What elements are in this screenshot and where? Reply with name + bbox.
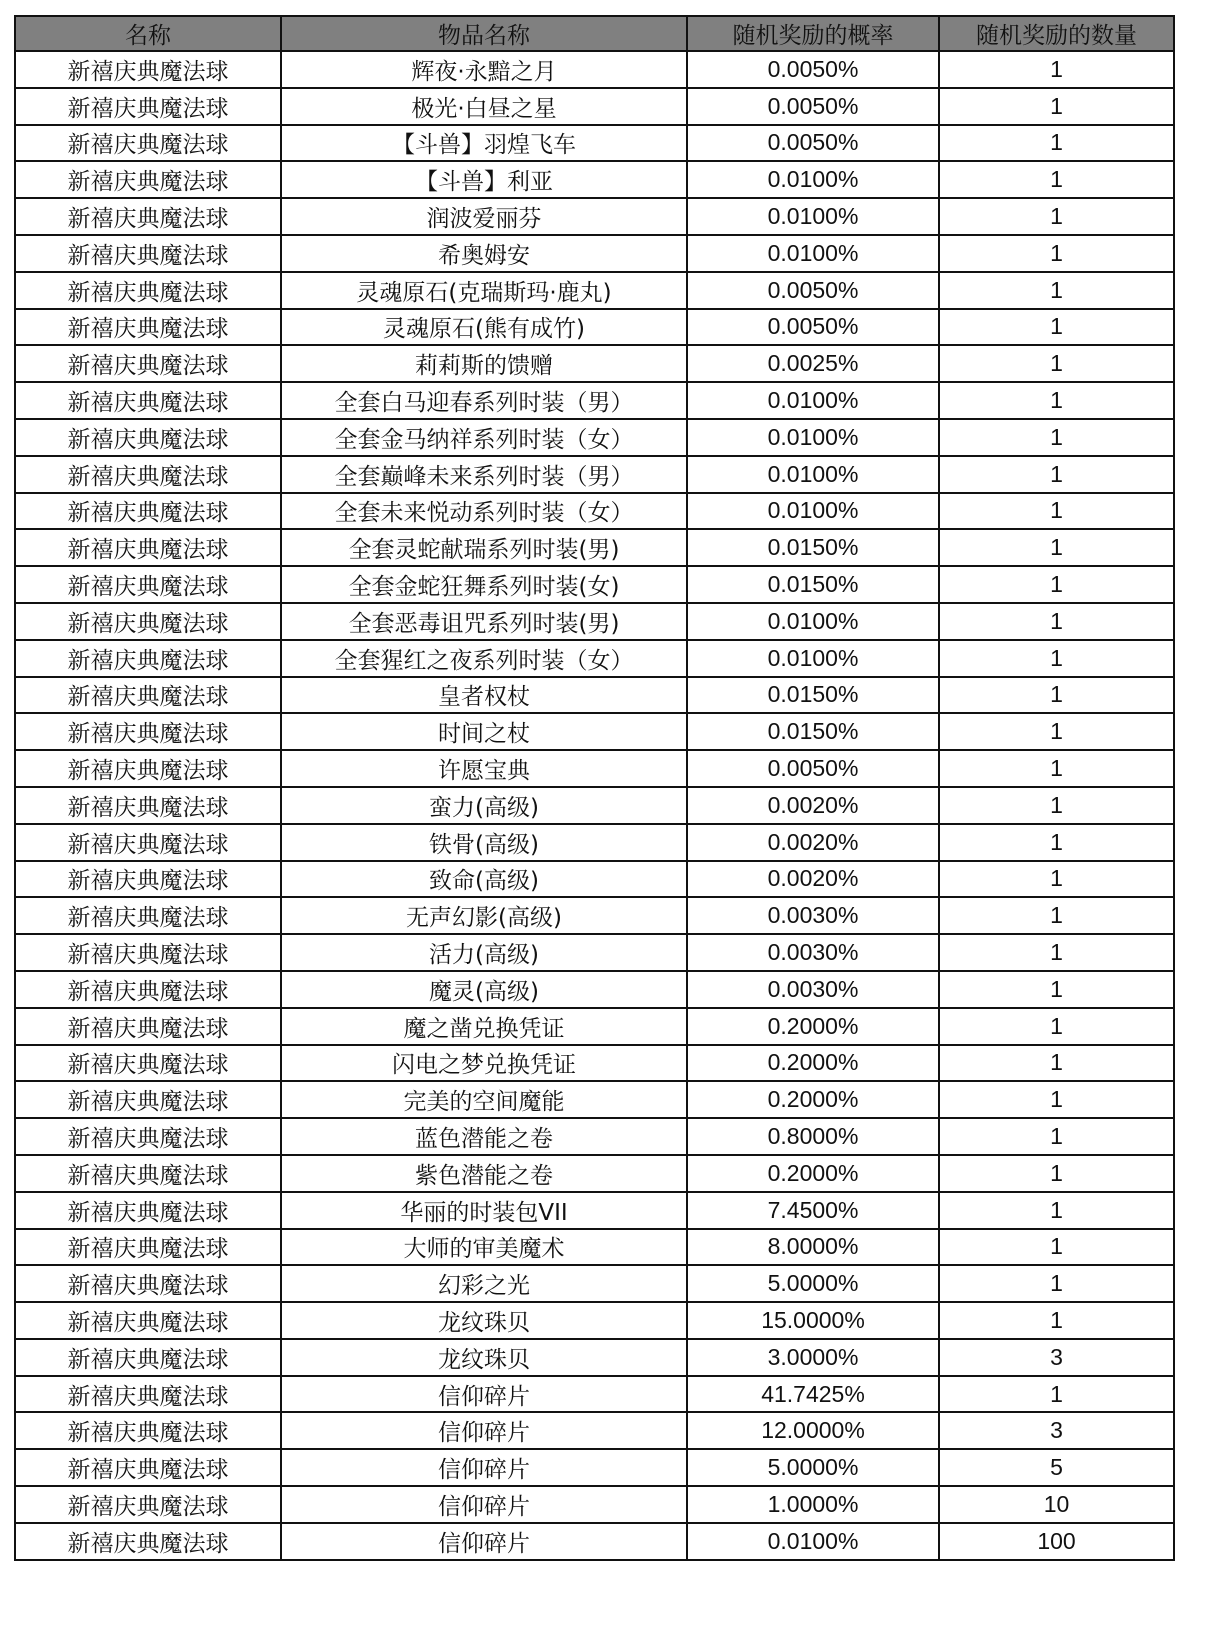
table-row: [15, 1008, 1174, 1045]
cell-probability: 0.0100%: [687, 493, 939, 530]
cell-probability: 0.0100%: [687, 640, 939, 677]
table-row: [15, 198, 1174, 235]
table-row: [15, 1265, 1174, 1302]
cell-probability: 0.0050%: [687, 272, 939, 309]
cell-probability: 0.0030%: [687, 897, 939, 934]
cell-probability: 0.0150%: [687, 713, 939, 750]
cell-quantity: 1: [939, 1376, 1174, 1413]
cell-name: 新禧庆典魔法球: [15, 677, 281, 714]
cell-item-name: 魔灵(高级): [281, 971, 687, 1008]
cell-name: 新禧庆典魔法球: [15, 1486, 281, 1523]
cell-probability: 0.0100%: [687, 161, 939, 198]
cell-probability: 0.2000%: [687, 1155, 939, 1192]
cell-name: 新禧庆典魔法球: [15, 1008, 281, 1045]
cell-item-name: 全套金马纳祥系列时装（女）: [281, 419, 687, 456]
cell-name: 新禧庆典魔法球: [15, 897, 281, 934]
cell-probability: 0.0100%: [687, 1523, 939, 1560]
cell-probability: 0.0100%: [687, 382, 939, 419]
cell-name: 新禧庆典魔法球: [15, 198, 281, 235]
cell-quantity: 1: [939, 529, 1174, 566]
cell-item-name: 希奥姆安: [281, 235, 687, 272]
table-row: [15, 309, 1174, 346]
cell-quantity: 1: [939, 1155, 1174, 1192]
cell-name: 新禧庆典魔法球: [15, 603, 281, 640]
cell-quantity: 5: [939, 1449, 1174, 1486]
cell-quantity: 1: [939, 1302, 1174, 1339]
cell-quantity: 1: [939, 419, 1174, 456]
cell-probability: 0.0150%: [687, 529, 939, 566]
cell-probability: 0.0025%: [687, 345, 939, 382]
table-row: [15, 566, 1174, 603]
cell-item-name: 信仰碎片: [281, 1412, 687, 1449]
cell-item-name: 润波爱丽芬: [281, 198, 687, 235]
cell-name: 新禧庆典魔法球: [15, 787, 281, 824]
cell-item-name: 铁骨(高级): [281, 824, 687, 861]
reward-probability-table: [14, 15, 1175, 1561]
cell-probability: 0.2000%: [687, 1008, 939, 1045]
table-row: [15, 787, 1174, 824]
cell-quantity: 1: [939, 345, 1174, 382]
cell-probability: 0.0100%: [687, 603, 939, 640]
cell-item-name: 信仰碎片: [281, 1486, 687, 1523]
cell-item-name: 灵魂原石(熊有成竹): [281, 309, 687, 346]
cell-quantity: 1: [939, 824, 1174, 861]
cell-name: 新禧庆典魔法球: [15, 1155, 281, 1192]
cell-probability: 0.0150%: [687, 566, 939, 603]
cell-probability: 0.0020%: [687, 787, 939, 824]
cell-name: 新禧庆典魔法球: [15, 1523, 281, 1560]
cell-probability: 15.0000%: [687, 1302, 939, 1339]
cell-item-name: 紫色潜能之卷: [281, 1155, 687, 1192]
cell-name: 新禧庆典魔法球: [15, 1302, 281, 1339]
table-header-row: [15, 16, 1174, 51]
cell-name: 新禧庆典魔法球: [15, 382, 281, 419]
cell-item-name: 许愿宝典: [281, 750, 687, 787]
table-row: [15, 1045, 1174, 1082]
cell-probability: 0.0100%: [687, 419, 939, 456]
cell-item-name: 灵魂原石(克瑞斯玛·鹿丸): [281, 272, 687, 309]
cell-quantity: 1: [939, 309, 1174, 346]
cell-quantity: 1: [939, 456, 1174, 493]
header-name: 名称: [15, 16, 281, 51]
cell-quantity: 1: [939, 897, 1174, 934]
cell-probability: 0.0100%: [687, 235, 939, 272]
cell-probability: 3.0000%: [687, 1339, 939, 1376]
cell-name: 新禧庆典魔法球: [15, 1376, 281, 1413]
cell-name: 新禧庆典魔法球: [15, 419, 281, 456]
cell-quantity: 1: [939, 88, 1174, 125]
cell-quantity: 1: [939, 1192, 1174, 1229]
cell-item-name: 信仰碎片: [281, 1523, 687, 1560]
table-row: [15, 235, 1174, 272]
cell-item-name: 全套未来悦动系列时装（女）: [281, 493, 687, 530]
cell-item-name: 时间之杖: [281, 713, 687, 750]
cell-probability: 0.0030%: [687, 934, 939, 971]
table-row: [15, 529, 1174, 566]
table-row: [15, 1376, 1174, 1413]
table-row: [15, 713, 1174, 750]
cell-item-name: 蛮力(高级): [281, 787, 687, 824]
table-body: [15, 51, 1174, 1560]
cell-probability: 0.0030%: [687, 971, 939, 1008]
table-row: [15, 603, 1174, 640]
cell-quantity: 1: [939, 934, 1174, 971]
table-row: [15, 897, 1174, 934]
table-row: [15, 1155, 1174, 1192]
cell-name: 新禧庆典魔法球: [15, 51, 281, 88]
cell-quantity: 1: [939, 161, 1174, 198]
cell-quantity: 1: [939, 1265, 1174, 1302]
cell-item-name: 闪电之梦兑换凭证: [281, 1045, 687, 1082]
cell-item-name: 【斗兽】利亚: [281, 161, 687, 198]
cell-item-name: 龙纹珠贝: [281, 1302, 687, 1339]
cell-probability: 0.0050%: [687, 51, 939, 88]
table-row: [15, 861, 1174, 898]
cell-quantity: 1: [939, 272, 1174, 309]
cell-quantity: 1: [939, 787, 1174, 824]
cell-quantity: 1: [939, 493, 1174, 530]
cell-probability: 41.7425%: [687, 1376, 939, 1413]
cell-probability: 5.0000%: [687, 1265, 939, 1302]
cell-item-name: 全套白马迎春系列时装（男）: [281, 382, 687, 419]
table-row: [15, 750, 1174, 787]
cell-quantity: 1: [939, 1229, 1174, 1266]
header-probability: 随机奖励的概率: [687, 16, 939, 51]
cell-probability: 5.0000%: [687, 1449, 939, 1486]
cell-name: 新禧庆典魔法球: [15, 1118, 281, 1155]
table-row: [15, 1192, 1174, 1229]
table-row: [15, 1486, 1174, 1523]
cell-item-name: 致命(高级): [281, 861, 687, 898]
cell-item-name: 全套金蛇狂舞系列时装(女): [281, 566, 687, 603]
cell-quantity: 3: [939, 1339, 1174, 1376]
cell-quantity: 1: [939, 861, 1174, 898]
cell-name: 新禧庆典魔法球: [15, 529, 281, 566]
cell-item-name: 信仰碎片: [281, 1449, 687, 1486]
header-quantity: 随机奖励的数量: [939, 16, 1174, 51]
cell-name: 新禧庆典魔法球: [15, 309, 281, 346]
cell-item-name: 信仰碎片: [281, 1376, 687, 1413]
cell-quantity: 1: [939, 382, 1174, 419]
cell-name: 新禧庆典魔法球: [15, 1229, 281, 1266]
cell-name: 新禧庆典魔法球: [15, 456, 281, 493]
cell-item-name: 活力(高级): [281, 934, 687, 971]
cell-name: 新禧庆典魔法球: [15, 934, 281, 971]
table-row: [15, 1412, 1174, 1449]
table-row: [15, 640, 1174, 677]
table-row: [15, 125, 1174, 162]
table-row: [15, 419, 1174, 456]
cell-probability: 0.2000%: [687, 1081, 939, 1118]
cell-name: 新禧庆典魔法球: [15, 235, 281, 272]
cell-quantity: 1: [939, 1008, 1174, 1045]
table-row: [15, 677, 1174, 714]
cell-quantity: 1: [939, 566, 1174, 603]
table-row: [15, 934, 1174, 971]
table-row: [15, 456, 1174, 493]
cell-item-name: 华丽的时装包VII: [281, 1192, 687, 1229]
cell-name: 新禧庆典魔法球: [15, 88, 281, 125]
cell-quantity: 10: [939, 1486, 1174, 1523]
cell-name: 新禧庆典魔法球: [15, 861, 281, 898]
cell-probability: 0.0100%: [687, 456, 939, 493]
cell-quantity: 1: [939, 51, 1174, 88]
cell-probability: 0.0050%: [687, 125, 939, 162]
cell-item-name: 皇者权杖: [281, 677, 687, 714]
cell-quantity: 3: [939, 1412, 1174, 1449]
cell-quantity: 100: [939, 1523, 1174, 1560]
cell-name: 新禧庆典魔法球: [15, 971, 281, 1008]
cell-probability: 7.4500%: [687, 1192, 939, 1229]
cell-probability: 0.0050%: [687, 88, 939, 125]
table-row: [15, 971, 1174, 1008]
cell-item-name: 幻彩之光: [281, 1265, 687, 1302]
table-row: [15, 493, 1174, 530]
cell-quantity: 1: [939, 603, 1174, 640]
cell-quantity: 1: [939, 198, 1174, 235]
cell-name: 新禧庆典魔法球: [15, 1339, 281, 1376]
table-row: [15, 51, 1174, 88]
table-row: [15, 161, 1174, 198]
cell-item-name: 蓝色潜能之卷: [281, 1118, 687, 1155]
cell-name: 新禧庆典魔法球: [15, 713, 281, 750]
cell-probability: 0.2000%: [687, 1045, 939, 1082]
cell-probability: 1.0000%: [687, 1486, 939, 1523]
cell-probability: 0.8000%: [687, 1118, 939, 1155]
cell-quantity: 1: [939, 640, 1174, 677]
cell-name: 新禧庆典魔法球: [15, 1045, 281, 1082]
cell-item-name: 龙纹珠贝: [281, 1339, 687, 1376]
cell-item-name: 全套灵蛇献瑞系列时装(男): [281, 529, 687, 566]
cell-name: 新禧庆典魔法球: [15, 640, 281, 677]
cell-name: 新禧庆典魔法球: [15, 824, 281, 861]
cell-probability: 0.0050%: [687, 309, 939, 346]
cell-name: 新禧庆典魔法球: [15, 1265, 281, 1302]
table-row: [15, 1302, 1174, 1339]
cell-probability: 12.0000%: [687, 1412, 939, 1449]
cell-quantity: 1: [939, 1081, 1174, 1118]
cell-name: 新禧庆典魔法球: [15, 1412, 281, 1449]
table-row: [15, 824, 1174, 861]
table-row: [15, 1339, 1174, 1376]
table-row: [15, 272, 1174, 309]
cell-name: 新禧庆典魔法球: [15, 345, 281, 382]
cell-name: 新禧庆典魔法球: [15, 750, 281, 787]
cell-quantity: 1: [939, 713, 1174, 750]
cell-item-name: 辉夜·永黯之月: [281, 51, 687, 88]
cell-quantity: 1: [939, 750, 1174, 787]
cell-name: 新禧庆典魔法球: [15, 493, 281, 530]
cell-item-name: 【斗兽】羽煌飞车: [281, 125, 687, 162]
cell-item-name: 全套恶毒诅咒系列时装(男): [281, 603, 687, 640]
cell-quantity: 1: [939, 677, 1174, 714]
cell-item-name: 完美的空间魔能: [281, 1081, 687, 1118]
cell-name: 新禧庆典魔法球: [15, 1449, 281, 1486]
header-item-name: 物品名称: [281, 16, 687, 51]
table-row: [15, 1449, 1174, 1486]
cell-probability: 0.0020%: [687, 824, 939, 861]
cell-name: 新禧庆典魔法球: [15, 161, 281, 198]
cell-name: 新禧庆典魔法球: [15, 1192, 281, 1229]
table-row: [15, 1229, 1174, 1266]
cell-item-name: 莉莉斯的馈赠: [281, 345, 687, 382]
cell-quantity: 1: [939, 1118, 1174, 1155]
cell-probability: 0.0150%: [687, 677, 939, 714]
table-row: [15, 1523, 1174, 1560]
cell-name: 新禧庆典魔法球: [15, 125, 281, 162]
table-row: [15, 345, 1174, 382]
table-row: [15, 1081, 1174, 1118]
cell-item-name: 魔之凿兑换凭证: [281, 1008, 687, 1045]
table-row: [15, 1118, 1174, 1155]
cell-probability: 0.0050%: [687, 750, 939, 787]
table-row: [15, 88, 1174, 125]
cell-item-name: 极光·白昼之星: [281, 88, 687, 125]
cell-quantity: 1: [939, 235, 1174, 272]
cell-quantity: 1: [939, 1045, 1174, 1082]
cell-quantity: 1: [939, 971, 1174, 1008]
cell-quantity: 1: [939, 125, 1174, 162]
cell-probability: 8.0000%: [687, 1229, 939, 1266]
cell-probability: 0.0020%: [687, 861, 939, 898]
cell-name: 新禧庆典魔法球: [15, 1081, 281, 1118]
cell-name: 新禧庆典魔法球: [15, 272, 281, 309]
cell-item-name: 全套巅峰未来系列时装（男）: [281, 456, 687, 493]
cell-item-name: 大师的审美魔术: [281, 1229, 687, 1266]
cell-probability: 0.0100%: [687, 198, 939, 235]
cell-name: 新禧庆典魔法球: [15, 566, 281, 603]
table-row: [15, 382, 1174, 419]
cell-item-name: 全套猩红之夜系列时装（女）: [281, 640, 687, 677]
cell-item-name: 无声幻影(高级): [281, 897, 687, 934]
